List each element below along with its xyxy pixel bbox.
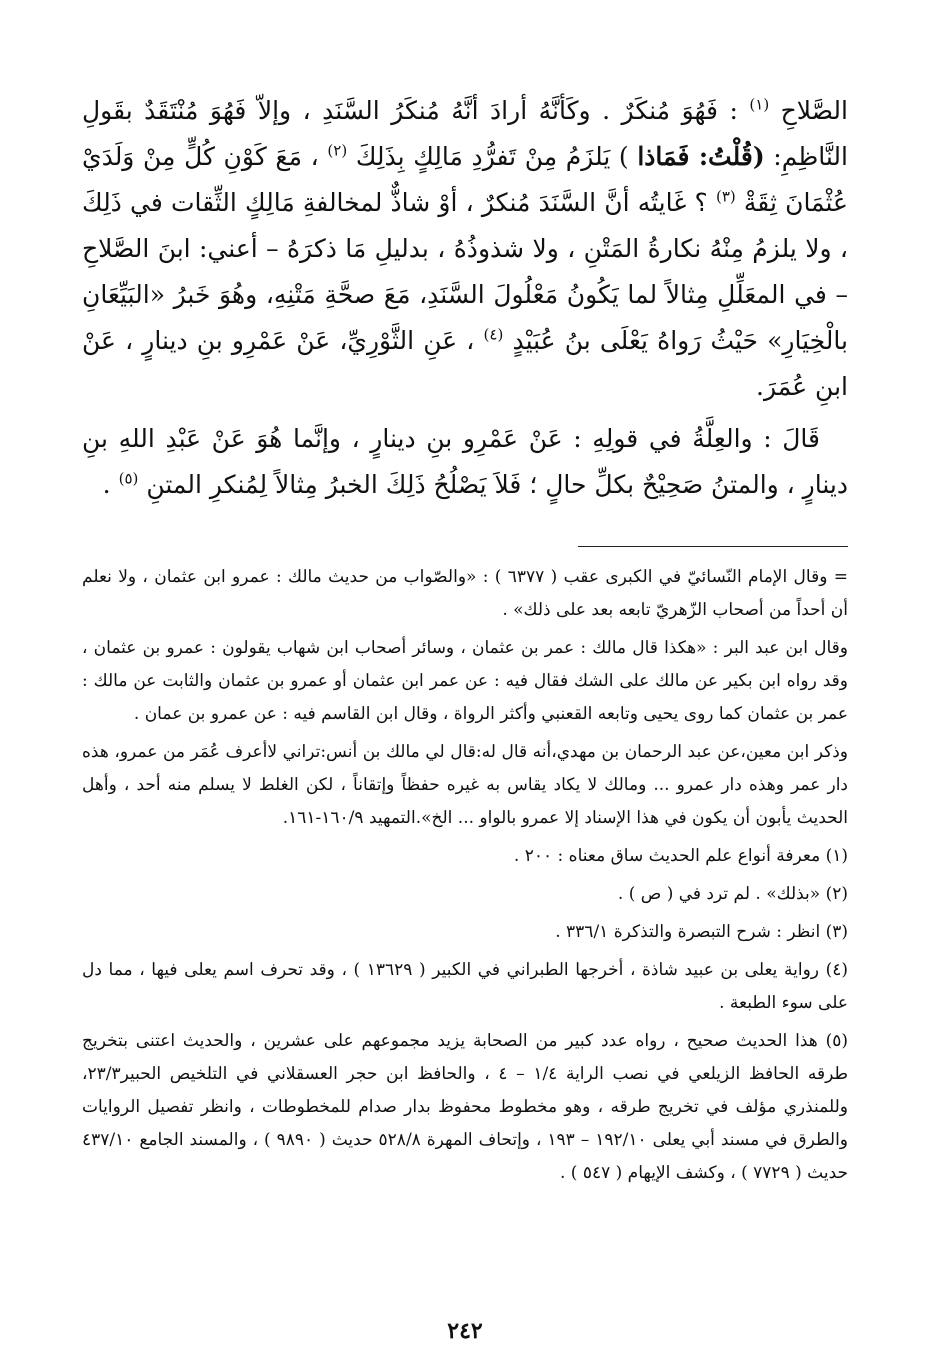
text-segment: ، عَنِ الثَّوْرِيِّ، عَنْ عَمْرِو بنِ دينارٍ ، عَنْ ابنِ عُمَرَ. [82,326,848,401]
footnote-3: (٣) انظر : شرح التبصرة والتذكرة ٣٣٦/١ . [555,922,848,942]
text-segment: الصَّلاحِ [780,96,848,125]
footnotes [82,561,848,1190]
footnote-2: (٢) «بذلك» . لم ترد في ( ص ) . [617,884,848,904]
page-number: ٢٤٢ [447,1318,483,1344]
footnote-continuation: وقال ابن عبد البر : «هكذا قال مالك : عمر بن عثمان ، وسائر أصحاب ابن شهاب يقولون : عمرو بن عثمان ، وقد رواه ابن بكير عن مالك على الشك فقال فيه : عن عمر ابن عثمان أو عمرو بن عثمان والثابت عن مالك : عمر بن عثمان كما روى يحيى وتابعه القعنبي وأكثر الرواة ، وقال ابن القاسم فيه : عن عمرو بن عمان . [82,638,848,724]
footnote-continuation: = وقال الإمام النّسائيّ في الكبرى عقب ( ٦٣٧٧ ) : «والصّواب من حديث مالك : عمرو ابن عثمان ، ولا نعلم أن أحداً من أصحاب الزّهريّ تابعه بعد على ذلك» . [82,567,848,620]
qultu-phrase: (قُلْتُ: فَمَاذا [637,142,765,171]
text-segment: . [102,470,111,499]
footnote-continuation: وذكر ابن معين،عن عبد الرحمان بن مهدي،أنه قال له:قال لي مالك بن أنس:تراني لاأعرف عُمَر من عمرو، هذه دار عمر وهذه دار عمرو ... ومالك لا يكاد يقاس به غيره حفظاً وإتقاناً ، لكن الغلط لا يسلم منه أحد ، وأهل الحديث يأبون أن يكون في هذا الإسناد إلا عمرو بالواو ... الخ».التمهيد ١٦٠/٩-١٦١. [82,742,848,828]
text-segment: ) يَلزَمُ مِنْ تَفرُّدِ مَالِكٍ بِذَلِكَ [355,142,629,171]
footnote-4: (٤) رواية يعلى بن عبيد شاذة ، أخرجها الطبراني في الكبير ( ١٣٦٢٩ ) ، وقد تحرف اسم يعلى فيها ، مما دل على سوء الطبعة . [82,960,848,1013]
footnote-ref-3: (٣) [715,187,736,206]
text-segment: : فَهُوَ مُنكَرٌ . وكَأنَّهُ أرادَ أنَّهُ مُنكَرُ السَّنَدِ ، وإلاّ فَهُوَ مُنْتَقَدٌ بقَولِ النَّاظِمِ: [82,96,848,171]
footnote-ref-4: (٤) [483,325,504,344]
footnote-5: (٥) هذا الحديث صحيح ، رواه عدد كبير من الصحابة يزيد مجموعهم على عشرين ، والحديث اعتنى بتخريج طرقه الحافظ الزيلعي في نصب الراية ١/٤ – ٤ ، والحافظ ابن حجر العسقلاني في التلخيص الحبير٢٣/٣، وللمنذري مؤلف في تخريج طرقه ، وهو مخطوط محفوظ بدار صدام للمخطوطات ، وانظر تفصيل الروايات والطرق في مسند أبي يعلى ١٩٢/١٠ – ١٩٣ ، وإتحاف المهرة ٥٢٨/٨ حديث ( ٩٨٩٠ ) ، والمسند الجامع ٤٣٧/١٠ حديث ( ٧٧٢٩ ) ، وكشف الإيهام ( ٥٤٧ ) . [82,1031,849,1183]
footnote-ref-5: (٥) [118,469,139,488]
text-segment: ، مَعَ كَوْنِ كُلٍّ مِنْ وَلَدَيْ عُثْمَانَ ثِقَةْ [82,142,848,217]
main-paragraph-2 [82,416,848,508]
footnote-ref-2: (٢) [327,141,348,160]
text-segment: ؟ غَايتُه أنَّ السَّنَدَ مُنكرٌ ، أوْ شاذٌّ لمخالفةِ مَالِكٍ الثِّقات في ذَلِكَ ، ولا يلزمُ مِنْهُ نكارةُ المَتْنِ ، ولا شذوذُهُ ، بدليلِ مَا ذكرَهُ – أعني: ابنَ الصَّلاحِ – في المعَلِّلِ مِثالاً لما يَكُونُ مَعْلُولَ السَّنَدِ، مَعَ صحَّةِ مَتْنِهِ، وهُوَ خَبرُ «البَيِّعَانِ بالْخِيَارِ» حَيْثُ رَواهُ يَعْلَى بنُ عُبَيْدٍ [82,188,848,355]
footnote-separator [578,546,848,547]
text-segment: قَالَ : والعِلَّةُ في قولِهِ : عَنْ عَمْرِو بنِ دينارٍ ، وإنَّما هُوَ عَنْ عَبْدِ اللهِ بنِ دينارٍ ، والمتنُ صَحِيْحٌ بكلِّ حالٍ ؛ فَلاَ يَصْلُحُ ذَلِكَ الخبرُ مِثالاً لِمُنكرِ المتنِ [82,424,848,499]
footnote-1: (١) معرفة أنواع علم الحديث ساق معناه : ٢٠٠ . [513,846,848,866]
main-paragraph-1 [82,88,848,410]
main-text [82,88,848,508]
footnote-ref-1: (١) [749,95,770,114]
